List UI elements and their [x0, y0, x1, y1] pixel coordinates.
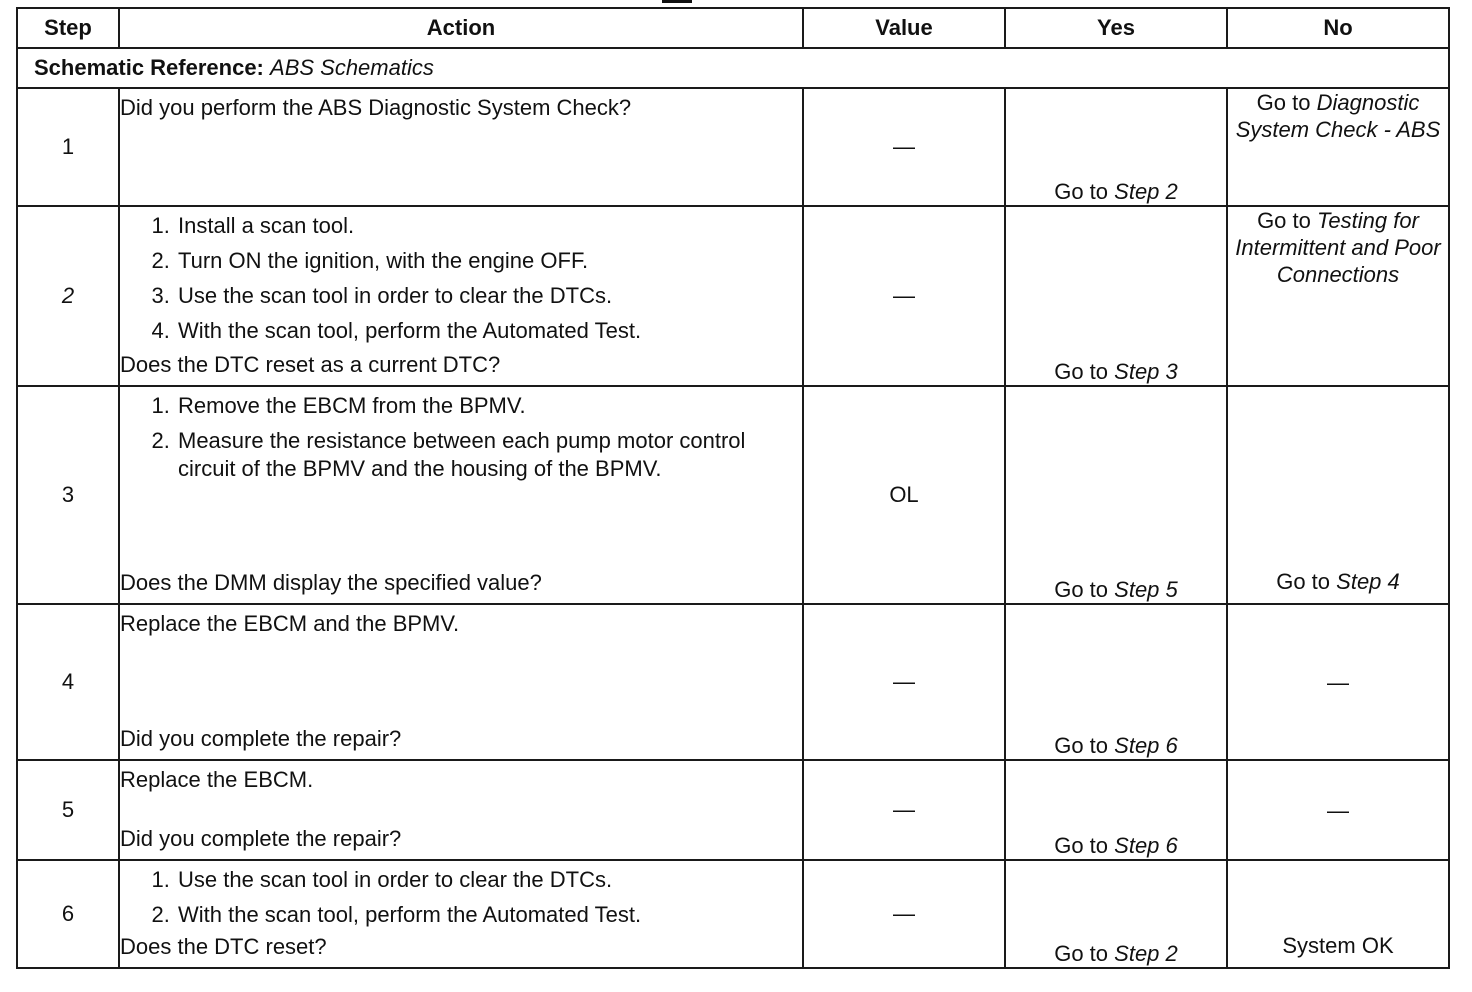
- action-item: 1. Install a scan tool.: [176, 212, 802, 240]
- yes-prefix: Go to: [1054, 941, 1109, 966]
- action-item: 4. With the scan tool, perform the Automated Test.: [176, 317, 802, 345]
- action-question: Did you complete the repair?: [120, 826, 402, 851]
- header-no: No: [1227, 8, 1449, 48]
- action-cell: [119, 88, 803, 206]
- value-cell: —: [803, 860, 1005, 968]
- no-cell: System OK: [1227, 860, 1449, 968]
- yes-prefix: Go to: [1054, 179, 1109, 204]
- yes-cell: [1005, 206, 1227, 386]
- value-cell: —: [803, 88, 1005, 206]
- action-item: 3. Use the scan tool in order to clear the DTCs.: [176, 282, 802, 310]
- value-cell: OL: [803, 386, 1005, 604]
- action-question: Does the DTC reset?: [120, 934, 327, 959]
- no-link[interactable]: Step 4: [1336, 569, 1400, 594]
- yes-link[interactable]: Step 6: [1114, 833, 1178, 858]
- yes-cell: [1005, 386, 1227, 604]
- step-number: 3: [17, 386, 119, 604]
- no-cell: [1227, 386, 1449, 604]
- yes-link[interactable]: Step 6: [1114, 733, 1178, 758]
- no-prefix: Go to: [1276, 569, 1331, 594]
- action-list: [120, 392, 802, 483]
- no-link[interactable]: Diagnostic System Check - ABS: [1235, 90, 1441, 142]
- action-instruction: Replace the EBCM.: [120, 767, 314, 792]
- action-item: 1. Remove the EBCM from the BPMV.: [176, 392, 802, 420]
- schematic-reference: [17, 48, 1449, 88]
- action-instruction: Replace the EBCM and the BPMV.: [120, 611, 460, 636]
- action-question: Did you perform the ABS Diagnostic System Check?: [120, 95, 632, 120]
- no-link[interactable]: Testing for Intermittent and Poor Connections: [1235, 208, 1441, 287]
- yes-link[interactable]: Step 3: [1114, 359, 1178, 384]
- yes-link[interactable]: Step 5: [1114, 577, 1178, 602]
- action-cell: [119, 760, 803, 860]
- yes-prefix: Go to: [1054, 733, 1109, 758]
- no-cell: [1227, 88, 1449, 206]
- step-number: 1: [17, 88, 119, 206]
- yes-cell: [1005, 860, 1227, 968]
- yes-cell: [1005, 760, 1227, 860]
- header-step: Step: [17, 8, 119, 48]
- step-number: 2: [17, 206, 119, 386]
- no-prefix: Go to: [1257, 208, 1311, 233]
- action-cell: [119, 386, 803, 604]
- yes-cell: [1005, 604, 1227, 760]
- no-prefix: Go to: [1256, 90, 1311, 115]
- yes-cell: [1005, 88, 1227, 206]
- action-item: 2. Measure the resistance between each pump motor control circuit of the BPMV and the housing of the BPMV.: [176, 427, 802, 483]
- action-cell: [119, 206, 803, 386]
- action-question: Does the DTC reset as a current DTC?: [120, 352, 501, 377]
- step-number: 4: [17, 604, 119, 760]
- table-row: [17, 88, 1449, 206]
- table-row: [17, 386, 1449, 604]
- value-cell: —: [803, 760, 1005, 860]
- action-item: 1. Use the scan tool in order to clear the DTCs.: [176, 866, 802, 894]
- diagnostic-table: [16, 7, 1450, 969]
- table-row: [17, 860, 1449, 968]
- value-cell: —: [803, 604, 1005, 760]
- table-row: [17, 760, 1449, 860]
- no-cell: —: [1227, 604, 1449, 760]
- no-cell: [1227, 206, 1449, 386]
- action-question: Did you complete the repair?: [120, 726, 402, 751]
- table-row: [17, 604, 1449, 760]
- yes-prefix: Go to: [1054, 359, 1109, 384]
- schematic-reference-label: Schematic Reference:: [34, 55, 264, 80]
- yes-prefix: Go to: [1054, 833, 1109, 858]
- action-cell: [119, 860, 803, 968]
- action-item: 2. Turn ON the ignition, with the engine OFF.: [176, 247, 802, 275]
- action-item: 2. With the scan tool, perform the Automated Test.: [176, 901, 802, 929]
- step-number: 5: [17, 760, 119, 860]
- table-row: [17, 206, 1449, 386]
- action-cell: [119, 604, 803, 760]
- yes-link[interactable]: Step 2: [1114, 179, 1178, 204]
- action-list: [120, 212, 802, 345]
- yes-prefix: Go to: [1054, 577, 1109, 602]
- header-value: Value: [803, 8, 1005, 48]
- no-cell: —: [1227, 760, 1449, 860]
- value-cell: —: [803, 206, 1005, 386]
- yes-link[interactable]: Step 2: [1114, 941, 1178, 966]
- header-action: Action: [119, 8, 803, 48]
- schematic-reference-link[interactable]: ABS Schematics: [270, 55, 434, 80]
- action-list: [120, 866, 802, 929]
- action-question: Does the DMM display the specified value?: [120, 570, 542, 595]
- step-number: 6: [17, 860, 119, 968]
- page-edge-mark: [662, 0, 692, 3]
- schematic-reference-row: [17, 48, 1449, 88]
- header-row: [17, 8, 1449, 48]
- header-yes: Yes: [1005, 8, 1227, 48]
